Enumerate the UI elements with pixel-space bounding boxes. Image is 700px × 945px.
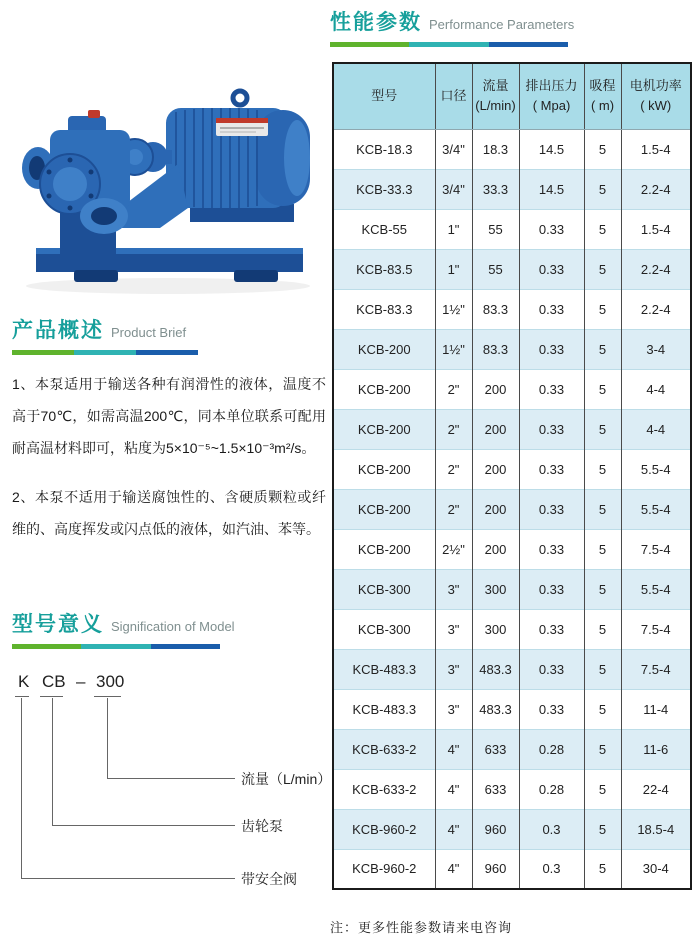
- brief-title-en: Product Brief: [111, 325, 187, 340]
- table-row: [333, 609, 691, 649]
- table-cell: 4": [435, 849, 472, 889]
- table-cell: 2.2-4: [621, 289, 691, 329]
- table-cell: 0.33: [519, 489, 584, 529]
- table-cell: 3/4": [435, 169, 472, 209]
- bar-segment-blue: [136, 350, 198, 355]
- table-row: [333, 649, 691, 689]
- table-cell: 5: [584, 529, 621, 569]
- table-cell: 0.33: [519, 609, 584, 649]
- table-cell: 14.5: [519, 129, 584, 169]
- table-cell: 5: [584, 249, 621, 289]
- table-cell: KCB-483.3: [333, 649, 435, 689]
- model-code-number: 300: [96, 672, 125, 691]
- table-cell: 83.3: [472, 329, 519, 369]
- table-row: [333, 529, 691, 569]
- table-cell: 5: [584, 609, 621, 649]
- table-cell: 11-6: [621, 729, 691, 769]
- table-cell: 2½": [435, 529, 472, 569]
- underline-k: [15, 696, 29, 697]
- table-cell: 200: [472, 529, 519, 569]
- connector-line: [21, 878, 235, 879]
- table-row: [333, 769, 691, 809]
- table-cell: 4": [435, 809, 472, 849]
- table-cell: 5: [584, 809, 621, 849]
- table-cell: KCB-200: [333, 529, 435, 569]
- table-cell: 4": [435, 769, 472, 809]
- table-row: [333, 489, 691, 529]
- connector-line: [107, 778, 235, 779]
- table-cell: KCB-483.3: [333, 689, 435, 729]
- table-cell: KCB-200: [333, 489, 435, 529]
- table-cell: 1": [435, 249, 472, 289]
- table-header-row: [333, 63, 691, 129]
- table-cell: KCB-83.3: [333, 289, 435, 329]
- table-cell: 1½": [435, 289, 472, 329]
- table-cell: 55: [472, 249, 519, 289]
- bar-segment-teal: [74, 350, 136, 355]
- brief-paragraph-2: 2、本泵不适用于输送腐蚀性的、含硬质颗粒或纤维的、高度挥发或闪点低的液体，如汽油、苯等。: [12, 489, 326, 537]
- model-title-zh: 型号意义: [12, 613, 104, 636]
- table-cell: 0.33: [519, 649, 584, 689]
- bar-segment-teal: [409, 42, 488, 47]
- table-row: [333, 569, 691, 609]
- table-cell: 2.2-4: [621, 249, 691, 289]
- table-cell: 633: [472, 769, 519, 809]
- table-cell: 200: [472, 489, 519, 529]
- performance-title-en: Performance Parameters: [429, 17, 575, 32]
- table-cell: 5: [584, 729, 621, 769]
- bar-segment-blue: [151, 644, 220, 649]
- legend-flow: 流量（L/min）: [241, 771, 332, 787]
- table-cell: 22-4: [621, 769, 691, 809]
- table-cell: KCB-960-2: [333, 809, 435, 849]
- table-body: [333, 129, 691, 889]
- table-cell: 960: [472, 809, 519, 849]
- underline-cb: [40, 696, 63, 697]
- table-cell: 0.33: [519, 329, 584, 369]
- performance-table-wrapper: [332, 62, 692, 890]
- table-cell: 0.33: [519, 289, 584, 329]
- table-cell: 0.28: [519, 769, 584, 809]
- table-cell: 3": [435, 649, 472, 689]
- table-cell: 5: [584, 209, 621, 249]
- table-cell: KCB-83.5: [333, 249, 435, 289]
- brief-title-zh: 产品概述: [12, 319, 104, 342]
- table-cell: 18.5-4: [621, 809, 691, 849]
- table-cell: 5: [584, 849, 621, 889]
- table-footnote: 注：更多性能参数请来电咨询: [330, 920, 513, 935]
- performance-table: [332, 62, 692, 890]
- section-title-product-brief: [12, 314, 198, 355]
- table-cell: 200: [472, 409, 519, 449]
- table-cell: 3-4: [621, 329, 691, 369]
- table-cell: 5: [584, 289, 621, 329]
- table-row: [333, 849, 691, 889]
- table-cell: 5: [584, 169, 621, 209]
- table-cell: 0.33: [519, 369, 584, 409]
- table-cell: KCB-33.3: [333, 169, 435, 209]
- model-code-k: K: [18, 672, 30, 691]
- table-cell: 7.5-4: [621, 649, 691, 689]
- connector-line: [52, 825, 235, 826]
- table-row: [333, 209, 691, 249]
- bar-segment-green: [330, 42, 409, 47]
- table-cell: 0.33: [519, 569, 584, 609]
- section-title-performance-parameters: [330, 6, 574, 47]
- legend-safety-valve: 带安全阀: [241, 871, 297, 887]
- table-cell: 5.5-4: [621, 489, 691, 529]
- table-row: [333, 689, 691, 729]
- performance-title-zh: 性能参数: [330, 11, 422, 34]
- underline-number: [94, 696, 121, 697]
- table-cell: 633: [472, 729, 519, 769]
- table-row: [333, 409, 691, 449]
- table-cell: 55: [472, 209, 519, 249]
- table-cell: 7.5-4: [621, 529, 691, 569]
- title-underline-bar: [12, 644, 220, 649]
- table-cell: 5: [584, 489, 621, 529]
- table-cell: 5: [584, 369, 621, 409]
- table-cell: 483.3: [472, 649, 519, 689]
- table-row: [333, 249, 691, 289]
- table-cell: 1½": [435, 329, 472, 369]
- table-cell: KCB-300: [333, 609, 435, 649]
- table-row: [333, 729, 691, 769]
- table-cell: 5.5-4: [621, 569, 691, 609]
- nameplate: [216, 118, 268, 136]
- table-cell: 5: [584, 409, 621, 449]
- table-row: [333, 449, 691, 489]
- table-cell: 300: [472, 609, 519, 649]
- table-row: [333, 369, 691, 409]
- product-brief-text: [12, 368, 326, 545]
- section-title-model-signification: [12, 608, 235, 649]
- table-cell: 0.3: [519, 809, 584, 849]
- table-cell: 18.3: [472, 129, 519, 169]
- relief-valve-mark: [88, 110, 100, 118]
- table-header-cell: 流量 (L/min): [472, 63, 519, 129]
- bar-segment-teal: [81, 644, 150, 649]
- table-cell: 5: [584, 569, 621, 609]
- table-cell: 11-4: [621, 689, 691, 729]
- table-cell: 3": [435, 689, 472, 729]
- table-cell: 3": [435, 569, 472, 609]
- table-cell: 1": [435, 209, 472, 249]
- product-photo: [8, 58, 318, 298]
- model-code-dash: –: [76, 672, 86, 691]
- table-header-cell: 口径: [435, 63, 472, 129]
- table-cell: 0.28: [519, 729, 584, 769]
- table-cell: 5: [584, 689, 621, 729]
- table-cell: 3": [435, 609, 472, 649]
- motor-group: [166, 91, 310, 222]
- title-underline-bar: [12, 350, 198, 355]
- table-cell: 2": [435, 369, 472, 409]
- table-cell: KCB-200: [333, 329, 435, 369]
- table-cell: 0.33: [519, 249, 584, 289]
- pump-head-group: [22, 110, 130, 254]
- legend-gear-pump: 齿轮泵: [241, 818, 283, 834]
- table-cell: KCB-200: [333, 369, 435, 409]
- table-cell: 5: [584, 449, 621, 489]
- table-cell: 5: [584, 769, 621, 809]
- table-cell: 0.33: [519, 689, 584, 729]
- table-cell: 0.33: [519, 409, 584, 449]
- connector-line: [107, 698, 108, 778]
- table-header-cell: 吸程 ( m): [584, 63, 621, 129]
- table-cell: 300: [472, 569, 519, 609]
- table-cell: 2": [435, 489, 472, 529]
- brief-paragraph-1: 1、本泵适用于输送各种有润滑性的液体，温度不高于70℃，如需高温200℃，同本单位联系可配用耐高温材料即可，粘度为5×10⁻⁵~1.5×10⁻³m²/s。: [12, 376, 326, 456]
- table-cell: 5: [584, 649, 621, 689]
- table-cell: 4-4: [621, 369, 691, 409]
- table-cell: 1.5-4: [621, 129, 691, 169]
- connector-line: [21, 698, 22, 878]
- table-header-cell: 型号: [333, 63, 435, 129]
- table-cell: 7.5-4: [621, 609, 691, 649]
- table-cell: 0.3: [519, 849, 584, 889]
- table-cell: 14.5: [519, 169, 584, 209]
- table-row: [333, 169, 691, 209]
- table-cell: 2.2-4: [621, 169, 691, 209]
- table-row: [333, 129, 691, 169]
- table-cell: 0.33: [519, 449, 584, 489]
- table-cell: KCB-633-2: [333, 769, 435, 809]
- pump-illustration: [8, 58, 318, 298]
- table-header-cell: 排出压力 ( Mpa): [519, 63, 584, 129]
- table-cell: KCB-300: [333, 569, 435, 609]
- table-cell: 30-4: [621, 849, 691, 889]
- table-cell: 2": [435, 409, 472, 449]
- bar-segment-green: [12, 350, 74, 355]
- table-cell: 5: [584, 329, 621, 369]
- table-header-cell: 电机功率 ( kW): [621, 63, 691, 129]
- table-cell: KCB-200: [333, 409, 435, 449]
- table-cell: KCB-18.3: [356, 141, 413, 157]
- table-cell: 5: [584, 129, 621, 169]
- model-title-en: Signification of Model: [111, 619, 235, 634]
- table-cell: 2": [435, 449, 472, 489]
- title-underline-bar: [330, 42, 568, 47]
- bar-segment-green: [12, 644, 81, 649]
- table-cell: KCB-200: [333, 449, 435, 489]
- table-cell: 33.3: [472, 169, 519, 209]
- table-cell: 83.3: [472, 289, 519, 329]
- table-cell: 0.33: [519, 209, 584, 249]
- table-cell: 960: [472, 849, 519, 889]
- table-cell: KCB-633-2: [333, 729, 435, 769]
- table-cell: KCB-55: [333, 209, 435, 249]
- model-code-cb: CB: [42, 672, 66, 691]
- table-cell: 483.3: [472, 689, 519, 729]
- table-row: [333, 289, 691, 329]
- model-code-diagram: [12, 664, 332, 914]
- bar-segment-blue: [489, 42, 568, 47]
- table-cell: 5.5-4: [621, 449, 691, 489]
- table-cell: KCB-960-2: [333, 849, 435, 889]
- table-row: [333, 329, 691, 369]
- table-cell: 1.5-4: [621, 209, 691, 249]
- table-cell: 200: [472, 449, 519, 489]
- lifting-eye-icon: [233, 91, 247, 105]
- table-cell: 4": [435, 729, 472, 769]
- connector-line: [52, 698, 53, 825]
- table-row: [333, 809, 691, 849]
- table-cell: 0.33: [519, 529, 584, 569]
- table-cell: 200: [472, 369, 519, 409]
- table-cell: 4-4: [621, 409, 691, 449]
- table-cell: 3/4": [435, 129, 472, 169]
